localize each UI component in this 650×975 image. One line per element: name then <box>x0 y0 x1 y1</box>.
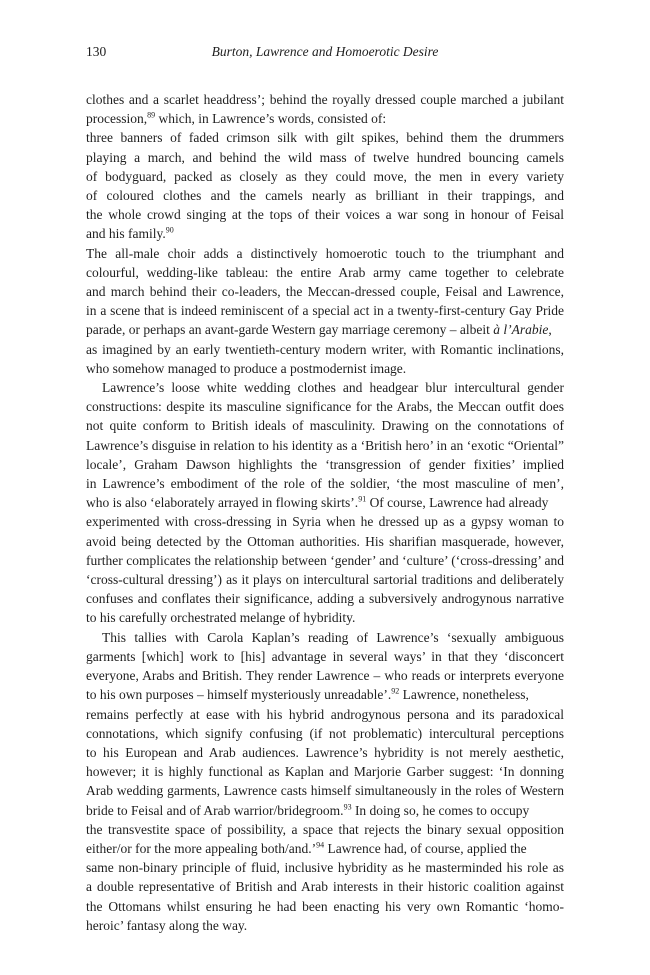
text-line: to his carefully orchestrated melange of hybridity. <box>86 610 356 626</box>
block-quote <box>86 128 564 243</box>
text-line: the transvestite space of possibility, a space that rejects the binary sexual opposition <box>86 821 564 837</box>
quote-line: and his family.$^{90}$ <box>86 225 174 242</box>
text-line: ‘cross-cultural dressing’) as it plays on intercultural sartorial traditions and deliberately <box>86 572 564 588</box>
quote-line: of coloured clothes and the camels nearly as brilliant in their trappings, and <box>86 188 564 204</box>
running-title: Burton, Lawrence and Homoerotic Desire <box>211 44 439 59</box>
text-line: and march behind their co-leaders, the Meccan-dressed couple, Feisal and Lawrence, <box>86 284 564 300</box>
footnote-ref: 89 <box>147 110 156 120</box>
text-line: garments [which] work to [his] advantage in several ways’ in that they ‘disconcert <box>86 648 564 664</box>
page-header <box>86 44 564 64</box>
text-line: remains perfectly at ease with his hybrid androgynous persona and its paradoxical <box>86 706 564 722</box>
text-line: parade, or perhaps an avant-garde Western gay marriage ceremony – albeit à l’Arabie, <box>86 322 552 338</box>
text-line: to his own purposes – himself mysteriously unreadable’.$^{92}$ Lawrence, nonetheless, <box>86 686 529 703</box>
text-line: procession,$^{89}$ which, in Lawrence’s words, consisted of: <box>86 110 387 127</box>
text-line: confuses and conflates their significance, adding a subversively androgynous narrative <box>86 591 564 607</box>
quote-line: of bodyguard, packed as closely as they could move, the men in every variety <box>86 168 564 184</box>
footnote-ref: 90 <box>165 225 174 235</box>
text-line: a double representative of British and Arab interests in their historic coalition against <box>86 879 564 895</box>
paragraph <box>86 90 564 128</box>
paragraph <box>86 244 564 378</box>
page-number: 130 <box>86 44 107 59</box>
text-line: in a scene that is indeed reminiscent of a special act in a twenty-first-century Gay Pride <box>86 303 564 319</box>
footnote-ref: 94 <box>316 840 325 850</box>
text-line: in Lawrence’s embodiment of the role of the soldier, ‘the most masculine of men’, <box>86 476 564 492</box>
text-line: heroic’ fantasy along the way. <box>86 917 248 933</box>
paragraph <box>86 378 564 628</box>
text-line: to his European and Arab audiences. Lawrence’s hybridity is not merely aesthetic, <box>86 744 564 760</box>
body-text <box>86 90 564 935</box>
text-line: however; it is highly functional as Kaplan and Marjorie Garber suggest: ‘In donning <box>86 764 564 780</box>
footnote-ref: 92 <box>391 686 400 696</box>
text-line: everyone, Arabs and British. They render Lawrence – who reads or interprets everyone <box>86 668 564 684</box>
text-line: locale’, Graham Dawson highlights the ‘transgression of gender fixities’ implied <box>86 456 564 472</box>
footnote-ref: 91 <box>358 494 367 504</box>
text-line: further complicates the relationship between ‘gender’ and ‘culture’ (‘cross-dressing’ and <box>86 552 564 568</box>
text-line: colourful, wedding-like tableau: the entire Arab army came together to celebrate <box>86 264 564 280</box>
text-line: who somehow managed to produce a postmodernist image. <box>86 360 407 376</box>
quote-line: three banners of faded crimson silk with gilt spikes, behind them the drummers <box>86 130 564 146</box>
quote-line: playing a march, and behind the wild mass of twelve hundred bouncing camels <box>86 149 564 165</box>
text-line: clothes and a scarlet headdress’; behind the royally dressed couple marched a jubilant <box>86 92 564 107</box>
text-line: connotations, which signify confusing (if not problematic) intercultural perceptions <box>86 725 564 741</box>
text-line: avoid being detected by the Ottoman authorities. His sharifian masquerade, however, <box>86 533 564 549</box>
text-line: either/or for the more appealing both/and.’$^{94}$ Lawrence had, of course, applied the <box>86 840 527 856</box>
text-line: not quite conform to British ideals of masculinity. Drawing on the connotations of <box>86 418 564 434</box>
text-line: Arab wedding garments, Lawrence casts himself simultaneously in the roles of Western <box>86 783 564 799</box>
footnote-ref: 93 <box>343 802 352 812</box>
text-line: constructions: despite its masculine significance for the Arabs, the Meccan outfit does <box>86 399 564 415</box>
quote-line: the whole crowd singing at the tops of their voices a war song in honour of Feisal <box>86 207 564 223</box>
text-line: Lawrence’s loose white wedding clothes and headgear blur intercultural gender <box>102 380 564 396</box>
paragraph <box>86 628 564 935</box>
text-line: bride to Feisal and of Arab warrior/bridegroom.$^{93}$ In doing so, he comes to occupy <box>86 802 530 818</box>
text-line: as imagined by an early twentieth-century modern writer, with Romantic inclinations, <box>86 341 564 357</box>
text-line: experimented with cross-dressing in Syria when he dressed up as a gypsy woman to <box>86 514 564 530</box>
text-line: same non-binary principle of fluid, inclusive hybridity as he masterminded his role as <box>86 860 564 876</box>
text-line: who is also ‘elaborately arrayed in flowing skirts’.$^{91}$ Of course, Lawrence had already <box>86 494 549 511</box>
text-line: This tallies with Carola Kaplan’s reading of Lawrence’s ‘sexually ambiguous <box>102 629 564 645</box>
text-line: Lawrence’s disguise in relation to his identity as a ‘British hero’ in an ‘exotic “Oriental” <box>86 437 564 453</box>
text-line: the Ottomans whilst ensuring he had been enacting his very own Romantic ‘homo- <box>86 898 564 914</box>
text-line: The all-male choir adds a distinctively homoerotic touch to the triumphant and <box>86 245 564 261</box>
italic-phrase: à l’Arabie <box>493 322 549 338</box>
